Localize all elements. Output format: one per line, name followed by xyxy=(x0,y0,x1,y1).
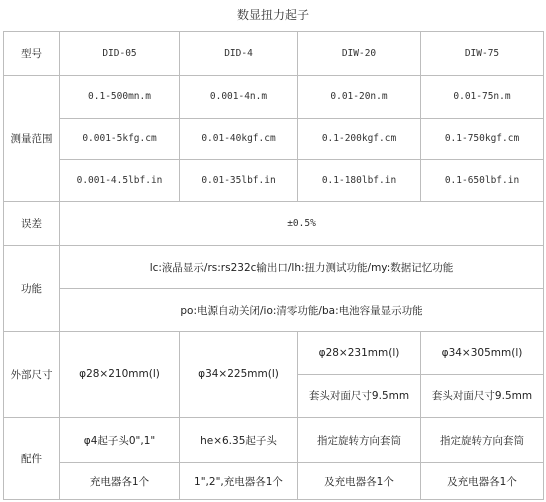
size-diw-20: φ28×231mm(l) xyxy=(298,332,421,375)
range-cell: 0.1-650lbf.in xyxy=(421,160,544,202)
model-diw-20: DIW-20 xyxy=(298,32,421,76)
size-diw-75: φ34×305mm(l) xyxy=(421,332,544,375)
range-cell: 0.001-5kfg.cm xyxy=(60,118,180,160)
accessory-cell: 充电器各1个 xyxy=(60,463,180,500)
table-row-model xyxy=(4,32,544,76)
table-row-accessories xyxy=(4,417,544,463)
accessory-cell: he×6.35起子头 xyxy=(180,417,298,463)
socket-note-diw-75: 套头对面尺寸9.5mm xyxy=(421,374,544,417)
range-cell: 0.1-180lbf.in xyxy=(298,160,421,202)
range-cell: 0.1-500mn.m xyxy=(60,75,180,118)
accessory-cell: φ4起子头0",1" xyxy=(60,417,180,463)
accessory-label: 配件 xyxy=(4,417,60,499)
table-row-error xyxy=(4,201,544,245)
model-did-05: DID-05 xyxy=(60,32,180,76)
size-did-05: φ28×210mm(l) xyxy=(60,332,180,417)
table-row-range-lbfin xyxy=(4,160,544,202)
page-title: 数显扭力起子 xyxy=(236,8,309,22)
range-cell: 0.1-200kgf.cm xyxy=(298,118,421,160)
range-label: 测量范围 xyxy=(4,75,60,201)
function-line: lc:液晶显示/rs:rs232c输出口/lh:扭力测试功能/my:数据记忆功能 xyxy=(60,245,544,289)
model-diw-75: DIW-75 xyxy=(421,32,544,76)
table-row-accessories-2 xyxy=(4,463,544,500)
range-cell: 0.001-4.5lbf.in xyxy=(60,160,180,202)
size-did-4: φ34×225mm(l) xyxy=(180,332,298,417)
range-cell: 0.001-4n.m xyxy=(180,75,298,118)
function-label: 功能 xyxy=(4,245,60,332)
model-did-4: DID-4 xyxy=(180,32,298,76)
range-cell: 0.1-750kgf.cm xyxy=(421,118,544,160)
spec-table xyxy=(3,31,544,500)
accessory-cell: 及充电器各1个 xyxy=(298,463,421,500)
range-cell: 0.01-35lbf.in xyxy=(180,160,298,202)
range-cell: 0.01-75n.m xyxy=(421,75,544,118)
table-row-range-nm xyxy=(4,75,544,118)
error-value: ±0.5% xyxy=(60,201,544,245)
table-row-size xyxy=(4,332,544,375)
model-label: 型号 xyxy=(4,32,60,76)
table-row-function-2 xyxy=(4,289,544,332)
table-row-function xyxy=(4,245,544,289)
socket-note-diw-20: 套头对面尺寸9.5mm xyxy=(298,374,421,417)
size-label: 外部尺寸 xyxy=(4,332,60,417)
error-label: 误差 xyxy=(4,201,60,245)
accessory-cell: 指定旋转方向套筒 xyxy=(421,417,544,463)
table-row-range-kgfcm xyxy=(4,118,544,160)
accessory-cell: 1",2",充电器各1个 xyxy=(180,463,298,500)
range-cell: 0.01-20n.m xyxy=(298,75,421,118)
range-cell: 0.01-40kgf.cm xyxy=(180,118,298,160)
function-line: po:电源自动关闭/io:清零功能/ba:电池容量显示功能 xyxy=(60,289,544,332)
accessory-cell: 指定旋转方向套筒 xyxy=(298,417,421,463)
accessory-cell: 及充电器各1个 xyxy=(421,463,544,500)
